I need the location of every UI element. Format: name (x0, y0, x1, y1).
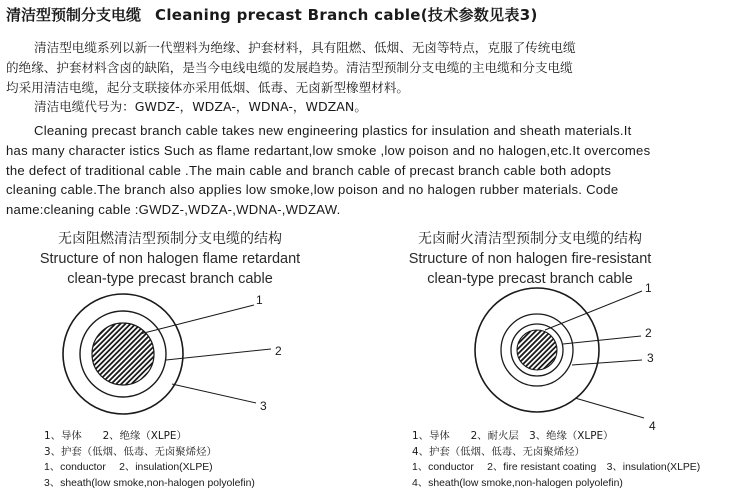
intro-zh-line: 清洁电缆代号为：GWDZ-，WDZA-，WDNA-，WDZAN。 (34, 99, 367, 115)
left-label-2: 2 (275, 344, 282, 358)
left-cable-cross-section (63, 293, 282, 414)
intro-zh-line: 均采用清洁电缆，起分支联接体亦采用低烟、低毒、无卤新型橡塑材料。 (6, 79, 409, 95)
left-legend-line: 3、sheath(low smoke,non-halogen polyolefin) (44, 477, 255, 489)
right-label-1: 1 (645, 281, 652, 295)
left-caption-en-line: Structure of non halogen flame retardant (39, 251, 301, 267)
left-legend (44, 429, 255, 491)
intro-en-line: the defect of traditional cable .The main cable and branch cable of precast branch cable both adopts (6, 162, 612, 178)
right-legend-line: 1、导体 2、耐火层 3、绝缘（XLPE） (412, 430, 614, 442)
title-en: Cleaning precast Branch cable(技术参数见表3) (155, 6, 538, 24)
right-label-4: 4 (649, 419, 656, 433)
right-leader-4 (575, 398, 644, 418)
right-caption-zh: 无卤耐火清洁型预制分支电缆的结构 (418, 231, 642, 247)
right-conductor-core (517, 330, 557, 370)
intro-en-line: name:cleaning cable :GWDZ-,WDZA-,WDNA-,WDZAW. (6, 202, 341, 218)
left-leader-3 (172, 384, 256, 403)
right-label-3: 3 (647, 351, 654, 365)
intro-en-line: Cleaning precast branch cable takes new engineering plastics for insulation and sheath materials.It (34, 123, 632, 138)
right-caption-en-line: Structure of non halogen fire-resistant (408, 251, 652, 267)
left-legend-line: 1、conductor 2、insulation(XLPE) (44, 462, 213, 474)
right-caption-en-line: clean-type precast branch cable (427, 271, 633, 287)
intro-zh-line: 的绝缘、护套材料含卤的缺陷，是当今电线电缆的发展趋势。清洁型预制分支电缆的主电缆和分支电缆 (6, 59, 573, 75)
left-legend-line: 3、护套（低烟、低毒、无卤聚烯烃） (44, 445, 217, 458)
left-label-3: 3 (260, 399, 267, 413)
left-label-1: 1 (256, 293, 263, 307)
left-legend-line: 1、导体 2、绝缘（XLPE） (44, 430, 187, 442)
right-label-2: 2 (645, 326, 652, 340)
right-legend-line: 4、sheath(low smoke,non-halogen polyolefin) (412, 477, 623, 489)
left-caption-zh: 无卤阻燃清洁型预制分支电缆的结构 (58, 231, 282, 247)
title-zh: 清洁型预制分支电缆 (6, 6, 142, 24)
right-legend-line: 1、conductor 2、fire resistant coating 3、insulation(XLPE) (412, 462, 701, 474)
intro-en-line: cleaning cable.The branch also applies low smoke,low poison and no halogen rubber materials. Code (6, 182, 619, 198)
right-legend (412, 429, 700, 491)
left-caption-en-line: clean-type precast branch cable (67, 271, 273, 287)
intro-zh-line: 清洁型电缆系列以新一代塑料为绝缘、护套材料，具有阻燃、低烟、无卤等特点，克服了传统电缆 (34, 40, 576, 55)
intro-en-line: has many character istics Such as flame redartant,low smoke ,low poison and no halogen,etc.It overcomes (6, 142, 651, 158)
right-cable-cross-section (475, 281, 656, 433)
right-legend-line: 4、护套（低烟、低毒、无卤聚烯烃） (412, 445, 585, 458)
